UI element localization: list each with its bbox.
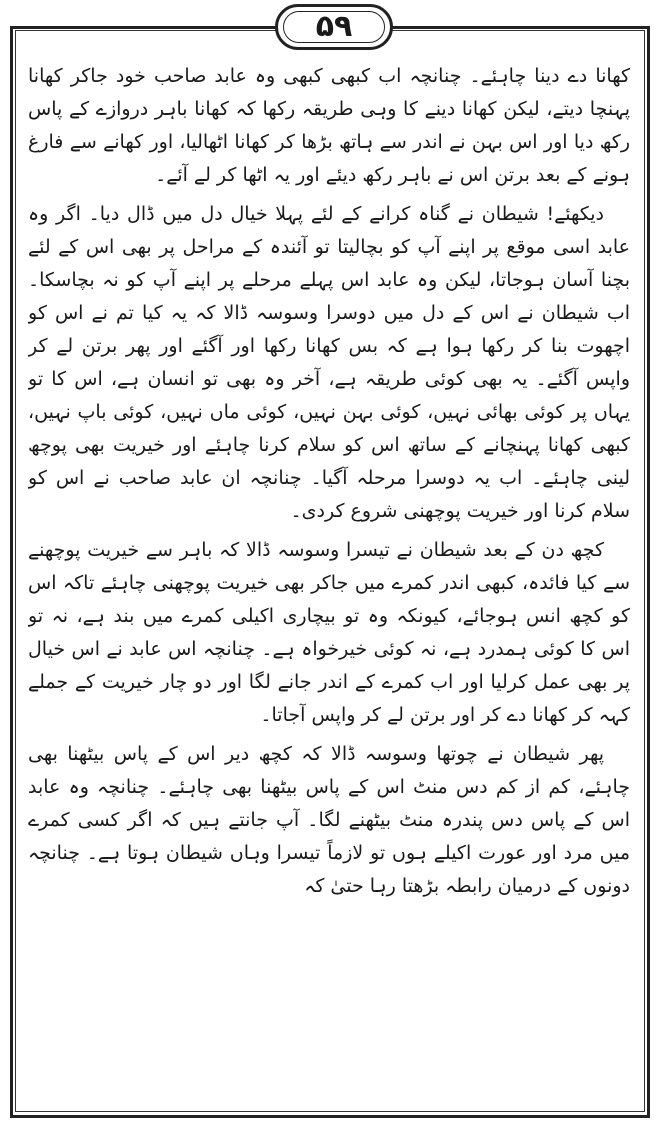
paragraph: دیکھئے! شیطان نے گناہ کرانے کے لئے پہلا خیال دل میں ڈال دیا۔ اگر وہ عابد اسی موقع پر اپنے آپ کو بچالیتا تو آئندہ کے مراحل پر بھی اس کے لئے بچنا آسان ہوجاتا، لیکن وہ عابد اس پہلے مرحلے پر اپنے آپ کو نہ بچاسکا۔ اب شیطان نے اس کے دل میں دوسرا وسوسہ ڈالا کہ یہ کیا تم نے اس کو اچھوت بنا کر رکھا ہوا ہے کہ بس کھانا رکھا اور آگئے اور پھر برتن لے کر واپس آگئے۔ یہ بھی کوئی طریقہ ہے، آخر وہ بھی تو انسان ہے، اس کا تو یہاں پر کوئی بھائی نہیں، کوئی بہن نہیں، کوئی ماں نہیں، کوئی باپ نہیں، کبھی کھانا پہنچانے کے ساتھ اس کو سلام کرنا چاہئے اور خیریت بھی پوچھ لینی چاہئے۔ اب یہ دوسرا مرحلہ آگیا۔ چنانچہ ان عابد صاحب نے اس کو سلام کرنا اور خیریت پوچھنی شروع کردی۔ [28,203,630,522]
page-number: ۵۹ [275,4,393,50]
paragraph: پھر شیطان نے چوتھا وسوسہ ڈالا کہ کچھ دیر اس کے پاس بیٹھنا بھی چاہئے، کم از کم دس منٹ اس کے پاس بیٹھنا بھی چاہئے۔ چنانچہ وہ عابد اس کے پاس دس پندرہ منٹ بیٹھنے لگا۔ آپ جانتے ہیں کہ اگر کسی کمرے میں مرد اور عورت اکیلے ہوں تو لازماً تیسرا وہاں شیطان ہوتا ہے۔ چنانچہ دونوں کے درمیان رابطہ بڑھتا رہا حتیٰ کہ [28,743,630,897]
page-text [28,60,630,1110]
paragraph: کھانا دے دینا چاہئے۔ چنانچہ اب کبھی کبھی وہ عابد صاحب خود جاکر کھانا پہنچا دیتے، لیکن کھانا دینے کا وہی طریقہ رکھا کہ کھانا باہر دروازے کے پاس رکھ دیا اور اس بہن نے اندر سے ہاتھ بڑھا کر کھانا اٹھالیا، اور کھانے سے فارغ ہونے کے بعد برتن اس نے باہر رکھ دیئے اور یہ اٹھا کر لے آئے۔ [28,65,630,186]
paragraph: کچھ دن کے بعد شیطان نے تیسرا وسوسہ ڈالا کہ باہر سے خیریت پوچھنے سے کیا فائدہ، کبھی اندر کمرے میں جاکر بھی خیریت پوچھنی چاہئے تاکہ اس کو کچھ انس ہوجائے، کیونکہ وہ تو بیچاری اکیلی کمرے میں بند ہے، نہ تو اس کا کوئی ہمدرد ہے، نہ کوئی خیرخواہ ہے۔ چنانچہ اس عابد نے اس خیال پر بھی عمل کرلیا اور اب کمرے کے اندر جانے لگا اور دو چار خیریت کے جملے کہہ کر کھانا دے کر اور برتن لے کر واپس آجاتا۔ [28,539,630,726]
